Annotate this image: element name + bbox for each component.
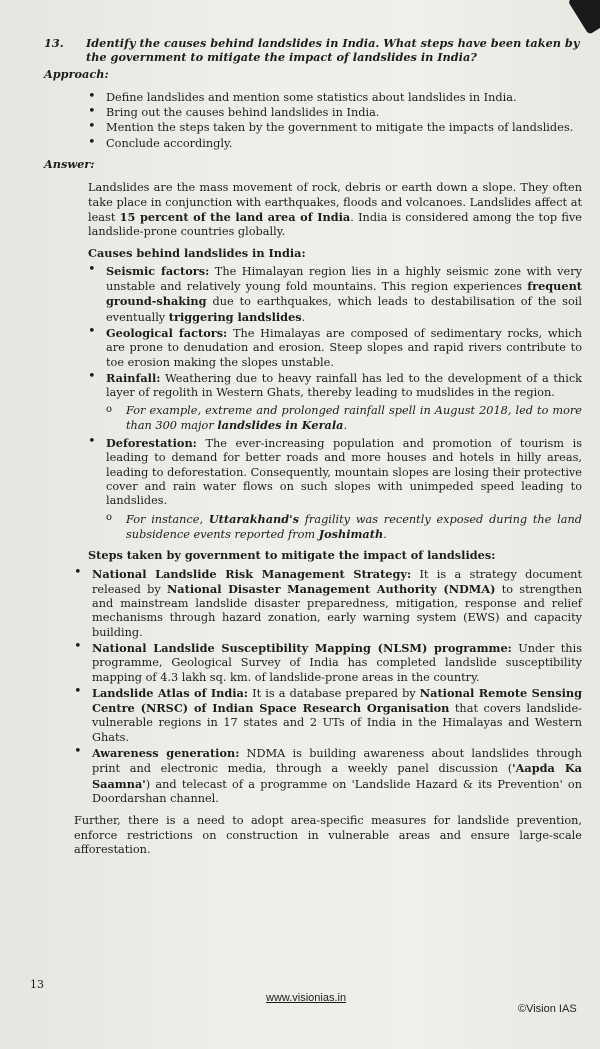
cause-item bbox=[88, 371, 582, 433]
cause-term: Deforestation: bbox=[106, 436, 197, 451]
conclusion: Further, there is a need to adopt area-specific measures for landslide prevention, enforce restrictions on construction in vulnerable areas and ensure large-scale afforestation. bbox=[74, 814, 582, 856]
cause-item bbox=[88, 326, 582, 370]
example-text: fragility was recently exposed during the land subsidence events reported from bbox=[126, 512, 582, 541]
step-text: that covers landslide-vulnerable regions in 17 states and 2 UTs of India in the Himalayas and Western Ghats. bbox=[92, 702, 582, 744]
cause-example bbox=[106, 404, 582, 434]
step-highlight: National Remote Sensing Centre (NRSC) of Indian Space Research Organisation bbox=[92, 685, 582, 716]
cause-item bbox=[88, 264, 582, 325]
step-text: to strengthen and mainstream landslide disaster preparedness, mitigation, response and relief mechanisms through hazard zonation, early warning system (EWS) and capacity building. bbox=[92, 582, 582, 639]
example-text: For example, extreme and prolonged rainfall spell in August 2018, led to more than 300 major bbox=[126, 403, 582, 432]
cause-example bbox=[106, 512, 582, 543]
example-highlight: Uttarakhand's bbox=[208, 511, 299, 526]
approach-item: • Define landslides and mention some statistics about landslides in India. bbox=[88, 91, 582, 105]
example-text: . bbox=[383, 527, 387, 541]
approach-item: • Conclude accordingly. bbox=[88, 137, 582, 151]
example-highlight: Joshimath bbox=[318, 526, 384, 541]
cause-highlight: triggering landslides bbox=[168, 309, 302, 324]
step-text: ) and telecast of a programme on 'Landslide Hazard & its Prevention' on Doordarshan channel. bbox=[92, 777, 582, 805]
step-item bbox=[74, 746, 582, 806]
intro-highlight: 15 percent of the land area of India bbox=[119, 209, 351, 224]
approach-heading: Approach: bbox=[44, 66, 109, 81]
cause-term: Geological factors: bbox=[106, 326, 228, 341]
step-text: It is a strategy document released by bbox=[92, 567, 582, 596]
answer-heading: Answer: bbox=[44, 157, 95, 172]
step-term: National Landslide Susceptibility Mapping (NLSM) programme: bbox=[92, 640, 512, 655]
step-highlight: National Disaster Management Authority (NDMA) bbox=[166, 581, 496, 596]
cause-text: The ever-increasing population and promotion of tourism is leading to demand for better roads and more houses and hotels in hilly areas, leading to deforestation. Consequently, mountain slopes are losing their protective cover and rain water flows on such slopes with unimpeded speed leading to landslides. bbox=[106, 437, 582, 508]
step-item bbox=[74, 567, 582, 640]
step-term: National Landslide Risk Management Strategy: bbox=[92, 566, 412, 581]
step-term: Awareness generation: bbox=[92, 746, 240, 761]
step-text: NDMA is building awareness about landslides through print and electronic media, through a weekly panel discussion ( bbox=[92, 747, 583, 776]
step-text: It is a database prepared by bbox=[248, 686, 420, 700]
steps-heading: Steps taken by government to mitigate the impact of landslides: bbox=[88, 548, 496, 563]
example-text: . bbox=[343, 418, 348, 432]
question-number: 13. bbox=[44, 36, 64, 50]
question-content bbox=[44, 36, 582, 857]
step-item bbox=[74, 641, 582, 685]
cause-text: Weathering due to heavy rainfall has led to the development of a thick layer of regolith in Western Ghats, thereby leading to mudslides in the region. bbox=[106, 371, 582, 400]
step-item bbox=[74, 686, 582, 745]
cause-highlight: frequent ground-shaking bbox=[106, 279, 582, 309]
question-text: Identify the causes behind landslides in India. What steps have been taken by the government to mitigate the impact of landslides in India? bbox=[86, 36, 580, 65]
cause-text: The Himalayas are composed of sedimentary rocks, which are prone to denudation and erosion. Steep slopes and rapid rivers contribute to toe erosion making the slopes unstable. bbox=[106, 327, 582, 369]
example-text: For instance, bbox=[126, 512, 209, 526]
step-term: Landslide Atlas of India: bbox=[92, 685, 249, 700]
steps-list bbox=[44, 567, 582, 807]
question bbox=[44, 36, 582, 65]
approach-item: • Mention the steps taken by the government to mitigate the impacts of landslides. bbox=[88, 121, 582, 135]
approach-list bbox=[44, 91, 582, 151]
example-highlight: landslides in Kerala bbox=[217, 417, 344, 432]
answer-intro bbox=[88, 181, 582, 239]
page-number: 13 bbox=[30, 978, 44, 991]
causes-list bbox=[44, 264, 582, 542]
cause-text: The Himalayan region lies in a highly seismic zone with very unstable and relatively young fold mountains. This region experiences bbox=[106, 264, 582, 294]
approach-item: • Bring out the causes behind landslides in India. bbox=[88, 106, 582, 120]
causes-heading: Causes behind landslides in India: bbox=[88, 245, 306, 260]
website-link[interactable]: www.visionias.in bbox=[266, 992, 347, 1004]
copyright: ©Vision IAS bbox=[518, 1003, 577, 1015]
intro-text: . India is considered among the top five landslide-prone countries globally. bbox=[88, 210, 582, 239]
cause-text: . bbox=[301, 310, 306, 324]
step-highlight: 'Aapda Ka Saamna' bbox=[92, 761, 582, 791]
cause-term: Rainfall: bbox=[106, 370, 161, 385]
cause-text: due to earthquakes, which leads to destabilisation of the soil eventually bbox=[106, 295, 582, 324]
step-text: Under this programme, Geological Survey of India has completed landslide susceptibility mapping of 4.3 lakh sq. km. of landslide-prone areas in the country. bbox=[92, 641, 582, 684]
intro-text: Landslides are the mass movement of rock, debris or earth down a slope. They often take place in conjunction with earthquakes, floods and volcanoes. Landslides affect at least bbox=[88, 181, 582, 224]
cause-item bbox=[88, 436, 582, 542]
page-corner-fold bbox=[568, 0, 600, 35]
cause-term: Seismic factors: bbox=[106, 263, 210, 278]
